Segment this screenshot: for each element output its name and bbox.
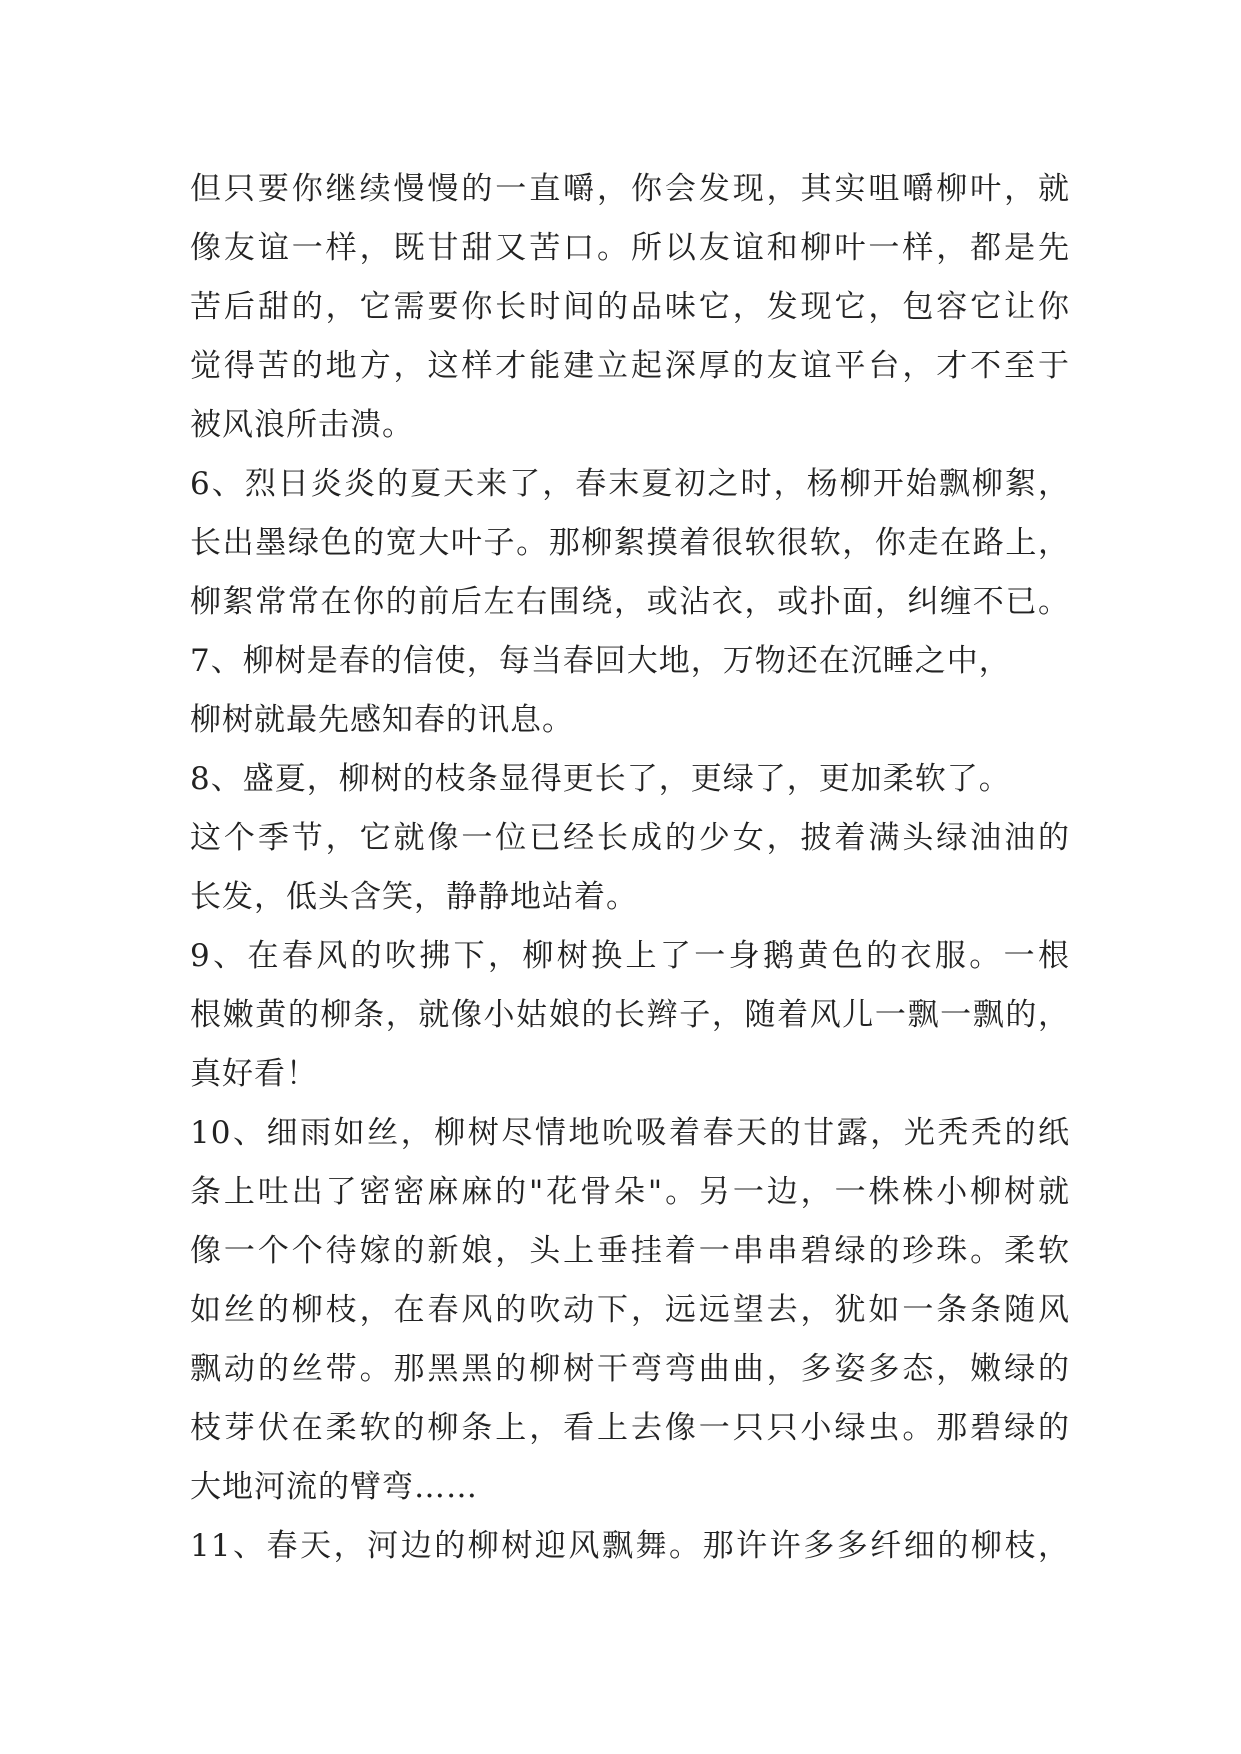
text-line: 柳树就最先感知春的讯息。 (190, 702, 574, 738)
text-line: 但只要你继续慢慢的一直嚼，你会发现，其实咀嚼柳叶，就 (190, 171, 1070, 207)
text-line: 枝芽伏在柔软的柳条上，看上去像一只只小绿虫。那碧绿的 (190, 1410, 1070, 1446)
text-line: 这个季节，它就像一位已经长成的少女，披着满头绿油油的 (190, 820, 1070, 856)
text-line: 像一个个待嫁的新娘，头上垂挂着一串串碧绿的珍珠。柔软 (190, 1233, 1070, 1269)
text-line: 苦后甜的，它需要你长时间的品味它，发现它，包容它让你 (190, 289, 1070, 325)
text-line: 10、细雨如丝，柳树尽情地吮吸着春天的甘露，光秃秃的纸 (190, 1115, 1070, 1151)
text-line: 长出墨绿色的宽大叶子。那柳絮摸着很软很软，你走在路上， (190, 525, 1070, 561)
text-line: 像友谊一样，既甘甜又苦口。所以友谊和柳叶一样，都是先 (190, 230, 1070, 266)
text-line: 11、春天，河边的柳树迎风飘舞。那许许多多纤细的柳枝， (190, 1528, 1070, 1564)
text-line: 觉得苦的地方，这样才能建立起深厚的友谊平台，才不至于 (190, 348, 1070, 384)
text-line: 9、在春风的吹拂下，柳树换上了一身鹅黄色的衣服。一根 (190, 938, 1070, 974)
text-line: 真好看！ (190, 1056, 318, 1092)
text-line: 6、烈日炎炎的夏天来了，春末夏初之时，杨柳开始飘柳絮， (190, 466, 1070, 502)
text-line: 大地河流的臂弯…… (190, 1469, 478, 1505)
text-line: 8、盛夏，柳树的枝条显得更长了，更绿了，更加柔软了。 (190, 761, 1011, 797)
text-line: 被风浪所击溃。 (190, 407, 414, 443)
text-line: 飘动的丝带。那黑黑的柳树干弯弯曲曲，多姿多态，嫩绿的 (190, 1351, 1070, 1387)
document-body (190, 160, 1070, 1576)
text-line: 柳絮常常在你的前后左右围绕，或沾衣，或扑面，纠缠不已。 (190, 584, 1070, 620)
text-line: 长发，低头含笑，静静地站着。 (190, 879, 638, 915)
text-line: 如丝的柳枝，在春风的吹动下，远远望去，犹如一条条随风 (190, 1292, 1070, 1328)
text-line: 7、柳树是春的信使，每当春回大地，万物还在沉睡之中， (190, 643, 1011, 679)
text-line: 根嫩黄的柳条，就像小姑娘的长辫子，随着风儿一飘一飘的， (190, 997, 1070, 1033)
text-line: 条上吐出了密密麻麻的"花骨朵"。另一边，一株株小柳树就 (190, 1174, 1070, 1210)
